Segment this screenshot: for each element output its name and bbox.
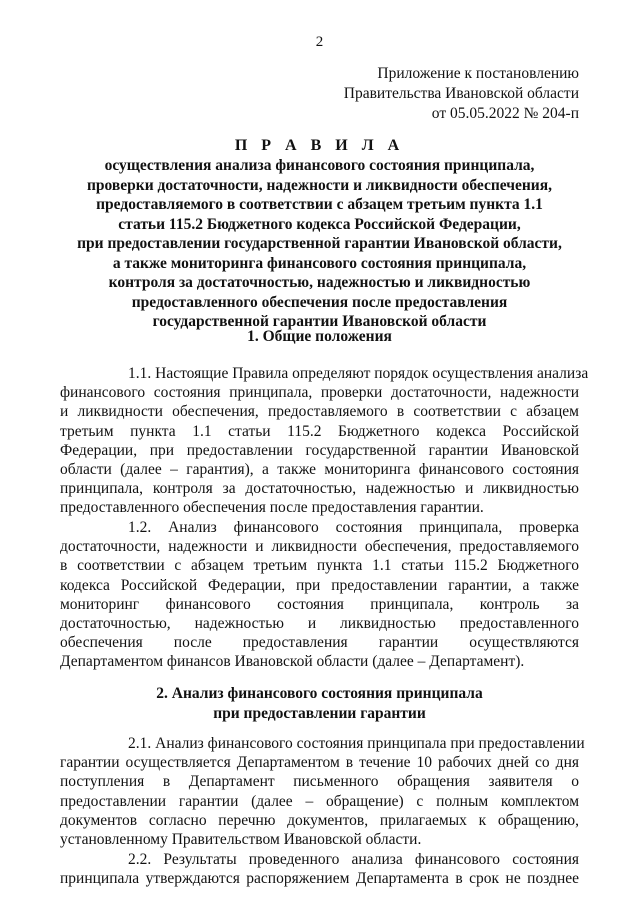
title-line: осуществления анализа финансового состояния принципала, — [104, 157, 535, 174]
paragraph-line: принципала утверждаются распоряжением Департамента в срок не позднее — [60, 870, 579, 888]
paragraph-line: достаточности, надежности и ликвидности обеспечения, предоставляемого — [60, 538, 579, 556]
paragraph-line: документов согласно перечню документов, прилагаемых к обращению, — [60, 811, 579, 829]
paragraph-line: области (далее – гарантия), а также мониторинга финансового состояния — [60, 461, 579, 479]
section-1-heading: 1. Общие положения — [247, 328, 392, 345]
paragraph-line: гарантии осуществляется Департаментом в течение 10 рабочих дней со дня — [60, 754, 579, 772]
paragraph-line: поступления в Департамент письменного обращения заявителя о — [60, 773, 579, 791]
title-line: государственной гарантии Ивановской области — [152, 313, 487, 330]
title-line: предоставленного обеспечения после предоставления — [131, 293, 508, 311]
title-word: П Р А В И Л А — [234, 137, 405, 154]
appendix-line: Приложение к постановлению — [377, 65, 579, 82]
title-line: а также мониторинга финансового состояния принципала, — [112, 254, 527, 272]
paragraph-line: третьим пункта 1.1 статьи 115.2 Бюджетного кодекса Российской — [60, 422, 579, 440]
paragraph-line: кодекса Российской Федерации, при предоставлении гарантии, а также — [60, 576, 579, 594]
paragraph-line: 1.1. Настоящие Правила определяют порядок осуществления анализа — [128, 365, 589, 382]
paragraph-line: мониторинг финансового состояния принципала, контроль за — [60, 595, 579, 613]
title-line: при предоставлении государственной гарантии Ивановской области, — [77, 235, 562, 252]
document-title — [60, 136, 579, 332]
paragraph-line: в соответствии с абзацем третьим пункта 1.1 статьи 115.2 Бюджетного — [60, 557, 579, 575]
title-line: предоставляемого в соответствии с абзацем третьим пункта 1.1 — [96, 196, 543, 213]
paragraph-line: достаточностью, надежностью и ликвидностью предоставленного — [60, 615, 579, 633]
appendix-line: от 05.05.2022 № 204-п — [431, 105, 579, 122]
paragraph-2-1 — [60, 734, 585, 849]
title-line: проверки достаточности, надежности и ликвидности обеспечения, — [86, 176, 552, 194]
paragraph-line: Федерации, при предоставлении государственной гарантии Ивановской — [60, 441, 579, 459]
paragraph-line: и ликвидности обеспечения, предоставляемого в соответствии с абзацем — [60, 403, 579, 421]
title-line: статьи 115.2 Бюджетного кодекса Российской Федерации, — [118, 215, 521, 233]
title-line: контроля за достаточностью, надежностью и ликвидностью — [108, 274, 531, 291]
paragraph-1-2 — [60, 518, 579, 672]
paragraph-line: обеспечения после предоставления гарантии осуществляются — [60, 634, 579, 652]
paragraph-line: предоставленного обеспечения после предоставления гарантии. — [60, 499, 484, 517]
paragraph-line: финансового состояния принципала, проверки достаточности, надежности — [60, 384, 579, 402]
appendix-line: Правительства Ивановской области — [343, 85, 579, 102]
paragraph-line: 2.1. Анализ финансового состояния принципала при предоставлении — [128, 735, 585, 752]
paragraph-line: установленному Правительством Ивановской области. — [60, 831, 422, 849]
paragraph-line: предоставлении гарантии (далее – обращение) с полным комплектом — [60, 792, 579, 810]
section-2-heading: 2. Анализ финансового состояния принципала при предоставлении гарантии — [156, 685, 483, 722]
page-number: 2 — [315, 34, 324, 50]
appendix-reference — [344, 64, 579, 124]
paragraph-line: Департаментом финансов Ивановской области (далее – Департамент). — [60, 653, 525, 671]
paragraph-line: 2.2. Результаты проведенного анализа финансового состояния — [128, 851, 579, 868]
paragraph-line: 1.2. Анализ финансового состояния принципала, проверка — [128, 519, 579, 536]
paragraph-1-1 — [60, 364, 589, 518]
paragraph-2-2 — [60, 850, 579, 888]
paragraph-line: принципала, контроля за достаточностью, надежностью и ликвидностью — [60, 480, 579, 498]
